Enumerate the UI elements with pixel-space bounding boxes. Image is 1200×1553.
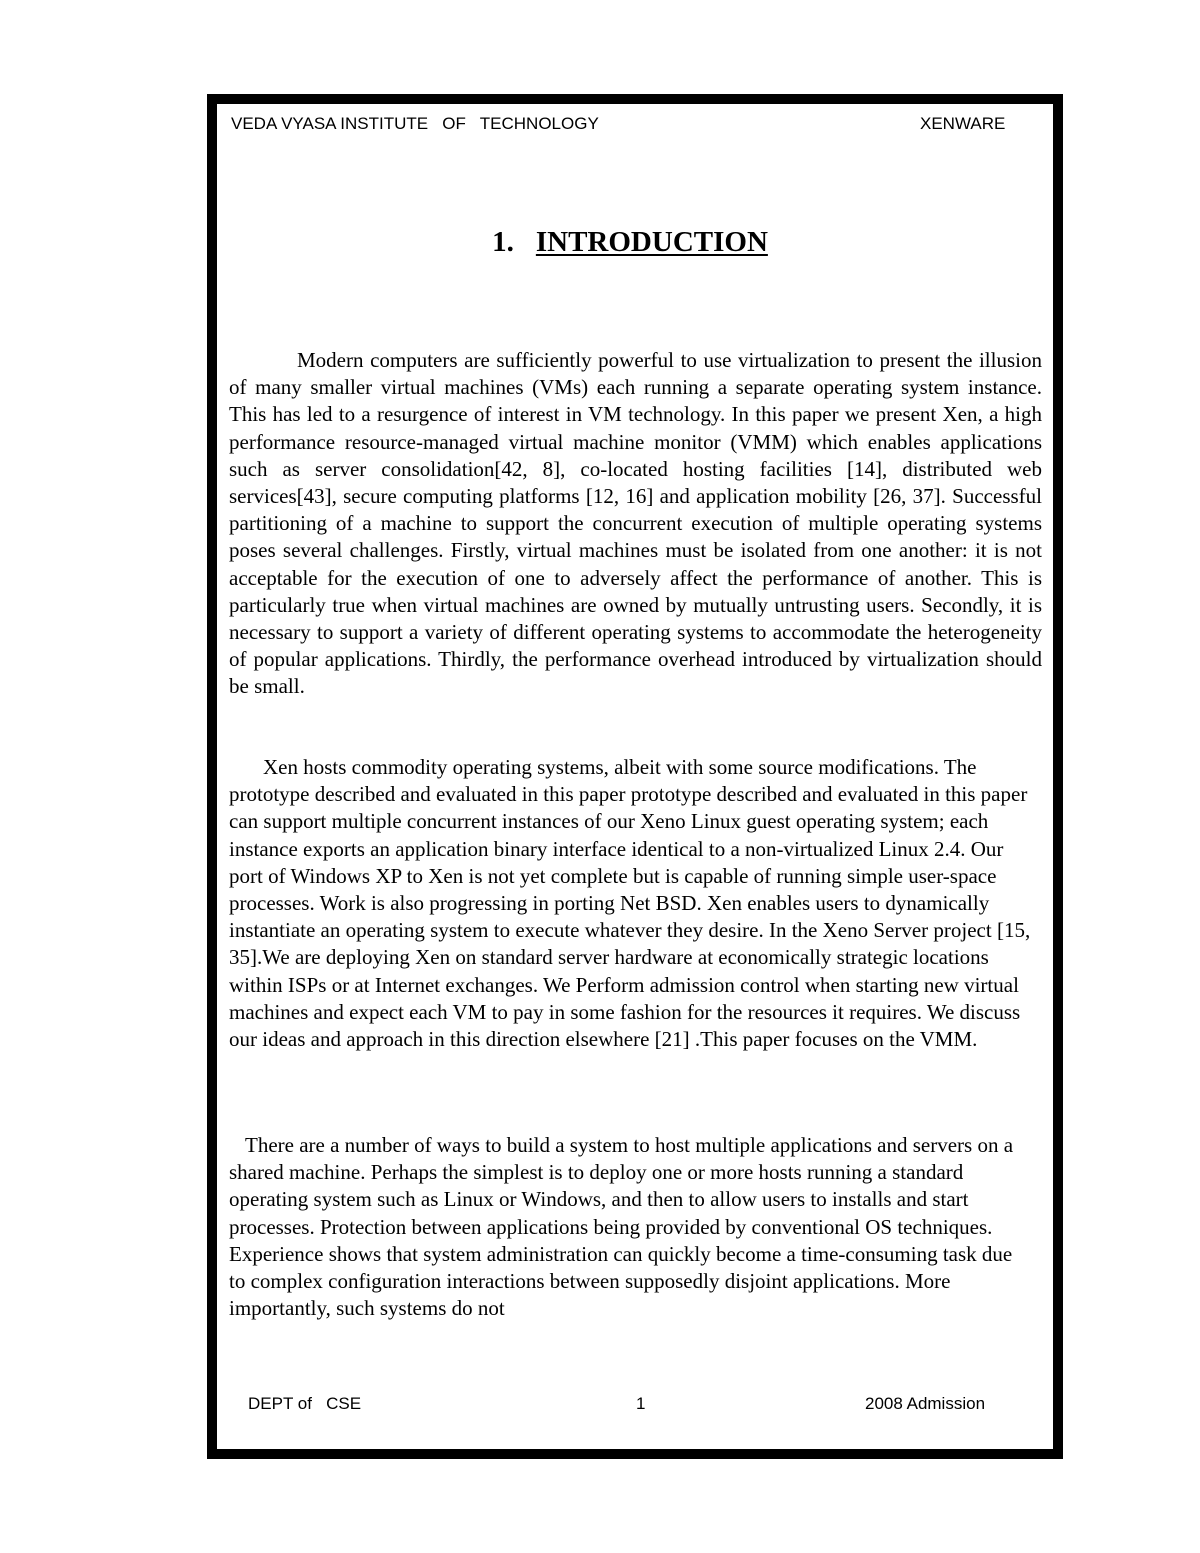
footer-department: DEPT of CSE: [248, 1394, 362, 1413]
section-number: 1.: [492, 226, 514, 258]
section-heading: INTRODUCTION: [535, 226, 768, 258]
paragraph-3: There are a number of ways to build a system to host multiple applications and servers on a shared machine. Perhaps the simplest is to deploy one or more hosts running a standard operating system such as Linux or Windows, and then to allow users to installs and start processes. Protection between applications being provided by conventional OS techniques. Experience shows that system administration can quickly become a time-consuming task due to complex configuration interactions between supposedly disjoint applications. More importantly, such systems do not: [229, 1133, 1014, 1321]
footer-page-number: 1: [636, 1394, 646, 1413]
paragraph-2: Xen hosts commodity operating systems, albeit with some source modifications. The prototype described and evaluated in this paper prototype described and evaluated in this paper can support multiple concurrent instances of our Xeno Linux guest operating system; each instance exports an application binary interface identical to a non-virtualized Linux 2.4. Our port of Windows XP to Xen is not yet complete but is capable of running simple user-space processes. Work is also progressing in porting Net BSD. Xen enables users to dynamically instantiate an operating system to execute whatever they desire. In the Xeno Server project [15, 35].We are deploying Xen on standard server hardware at economically strategic locations within ISPs or at Internet exchanges. We Perform admission control when starting new virtual machines and expect each VM to pay in some fashion for the resources it requires. We discuss our ideas and approach in this direction elsewhere [21] .This paper focuses on the VMM.: [229, 755, 1031, 1052]
header-institute: VEDA VYASA INSTITUTE OF TECHNOLOGY: [231, 114, 599, 133]
section-title: [230, 226, 1030, 259]
paragraph-1: Modern computers are sufficiently powerful to use virtualization to present the illusion of many smaller virtual machines (VMs) each running a separate operating system instance. This has led to a resurgence of interest in VM technology. In this paper we present Xen, a high performance resource-managed virtual machine monitor (VMM) which enables applications such as server consolidation[42, 8], co-located hosting facilities [14], distributed web services[43], secure computing platforms [12, 16] and application mobility [26, 37]. Successful partitioning of a machine to support the concurrent execution of multiple operating systems poses several challenges. Firstly, virtual machines must be isolated from one another: it is not acceptable for the execution of one to adversely affect the performance of another. This is particularly true when virtual machines are owned by mutually untrusting users. Secondly, it is necessary to support a variety of different operating systems to accommodate the heterogeneity of popular applications. Thirdly, the performance overhead introduced by virtualization should be small.: [229, 348, 1042, 699]
footer-admission: 2008 Admission: [865, 1394, 986, 1413]
header-topic: XENWARE: [920, 114, 1006, 133]
